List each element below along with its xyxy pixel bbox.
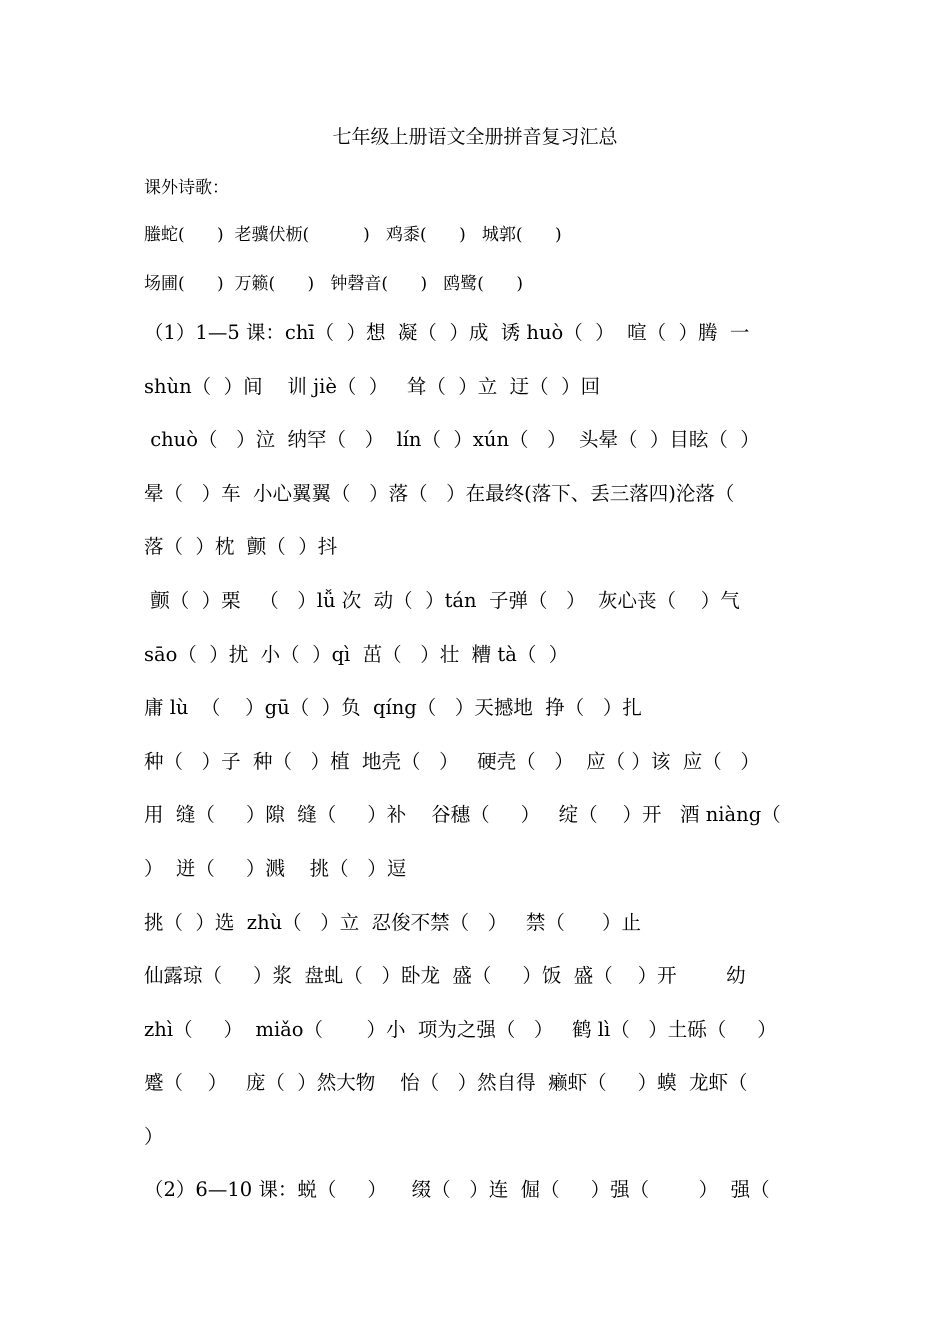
text-line: zhì（ ） miǎo（ ）小 项为之强（ ） 鹤 lì（ ）土砾（ ） xyxy=(144,1018,777,1041)
text-line: ） 迸（ ）溅 挑（ ）逗 xyxy=(144,857,407,880)
text-line: 颤（ ）栗 （ ）lǚ 次 动（ ）tán 子弹（ ） 灰心丧（ ）气 xyxy=(144,589,740,612)
text-line: ） xyxy=(144,1125,164,1148)
text-line: 蹙（ ） 庞（ ）然大物 怡（ ）然自得 癞虾（ ）蟆 龙虾（ xyxy=(144,1071,748,1094)
text-line: 种（ ）子 种（ ）植 地壳（ ） 硬壳（ ） 应（ ）该 应（ ） xyxy=(144,750,760,773)
text-line: chuò（ ）泣 纳罕（ ） lín（ ）xún（ ） 头晕（ ）目眩（ ） xyxy=(144,428,760,451)
text-line: 螣蛇( ) 老骥伏枥( ) 鸡黍( ) 城郭( ) xyxy=(144,225,562,245)
text-line: 仙露琼（ ）浆 盘虬（ ）卧龙 盛（ ）饭 盛（ ）开 幼 xyxy=(144,964,746,987)
text-line: 课外诗歌： xyxy=(144,178,229,198)
text-line: 用 缝（ ）隙 缝（ ）补 谷穗（ ） 绽（ ）开 酒 niàng（ xyxy=(144,803,781,826)
text-line: shùn（ ）间 训 jiè（ ） 耸（ ）立 迂（ ）回 xyxy=(144,375,601,398)
document-title: 七年级上册语文全册拼音复习汇总 xyxy=(332,126,618,148)
text-line: 挑（ ）选 zhù（ ）立 忍俊不禁（ ） 禁（ ）止 xyxy=(144,911,642,934)
text-line: 场圃( ) 万籁( ) 钟磬音( ) 鸥鹭( ) xyxy=(144,274,523,294)
text-line: （1）1—5 课：chī（ ）想 凝（ ）成 诱 huò（ ） 喧（ ）腾 一 xyxy=(144,321,750,344)
text-line: 落（ ）枕 颤（ ）抖 xyxy=(144,535,338,558)
text-line: 庸 lù （ ）gū（ ）负 qíng（ ）天撼地 挣（ ）扎 xyxy=(144,696,642,719)
text-line: sāo（ ）扰 小（ ）qì 茁（ ）壮 糟 tà（ ） xyxy=(144,643,569,666)
text-line: 晕（ ）车 小心翼翼（ ）落（ ）在最终(落下、丢三落四)沦落（ xyxy=(144,482,735,505)
text-line: （2）6—10 课：蜕（ ） 缀（ ）连 倔（ ）强（ ） 强（ xyxy=(144,1178,770,1201)
